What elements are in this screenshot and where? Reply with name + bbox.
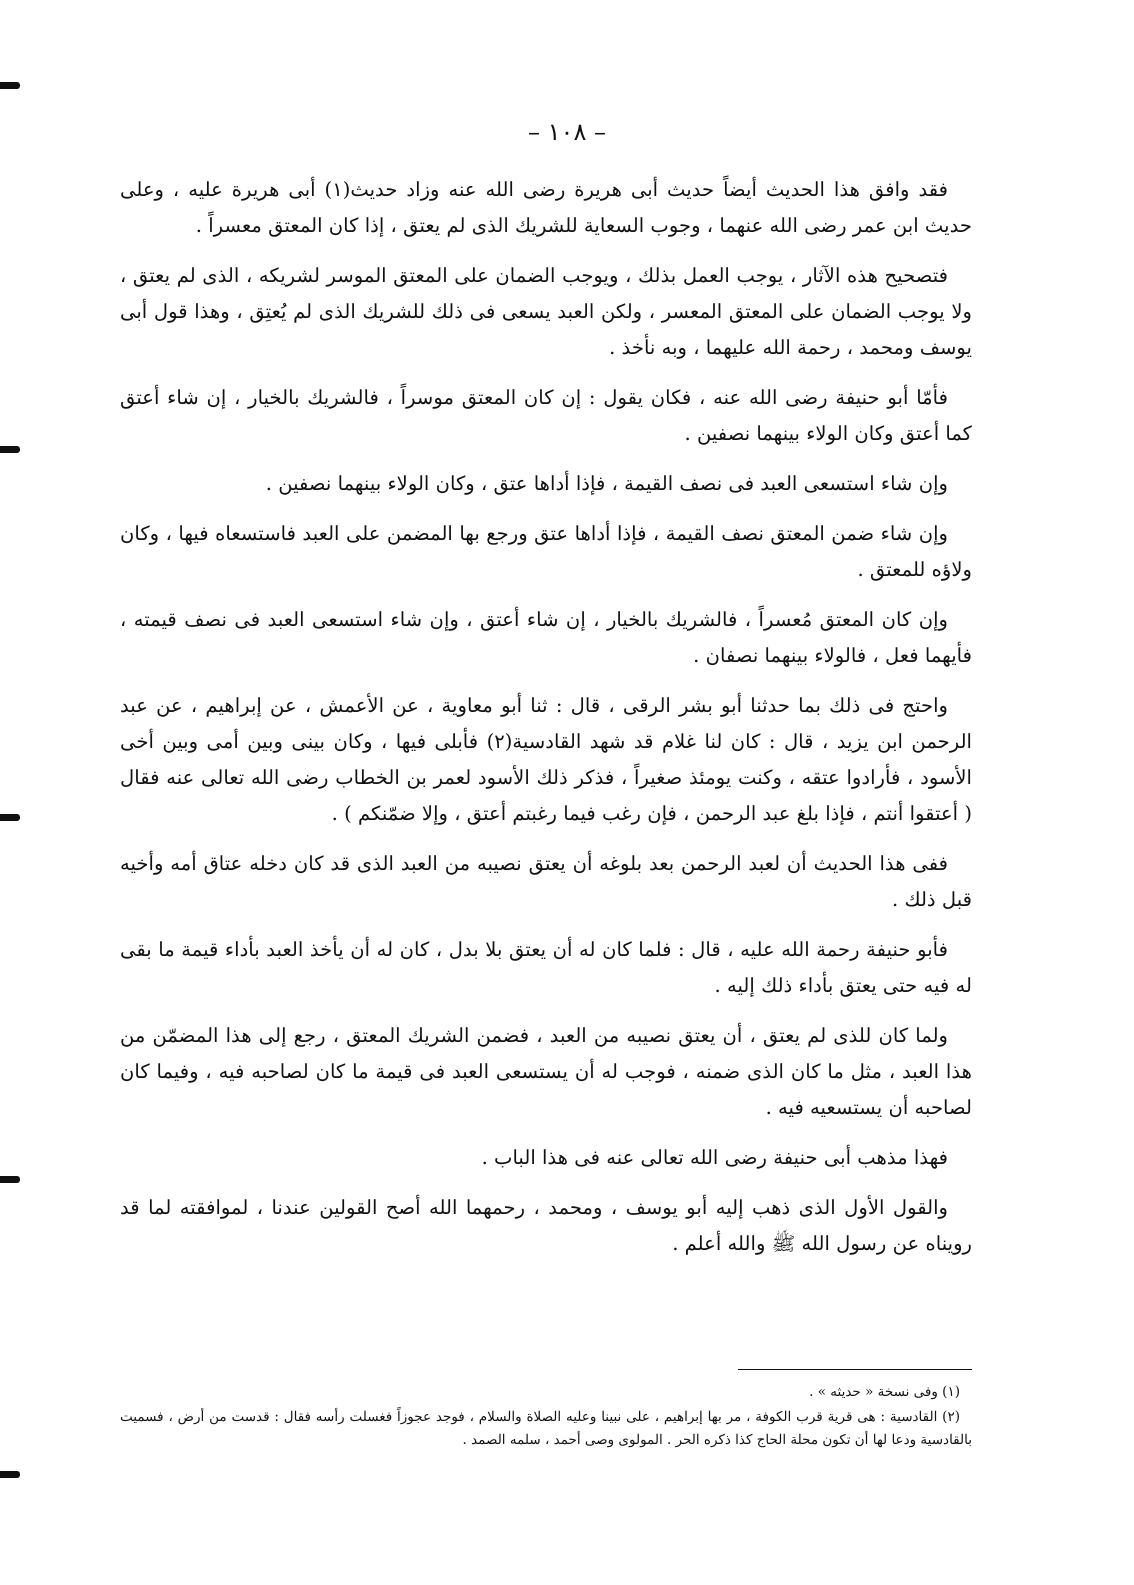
scan-edge-mark (0, 1471, 20, 1478)
paragraph: فقد وافق هذا الحديث أيضاً حديث أبى هريرة رضى الله عنه وزاد حديث(١) أبى هريرة عليه ، وعلى حديث ابن عمر رضى الله عنهما ، وجوب السعاية للشريك الذى لم يعتق ، إذا كان المعتق معسراً . (120, 178, 972, 237)
paragraph: فأمّا أبو حنيفة رضى الله عنه ، فكان يقول : إن كان المعتق موسراً ، فالشريك بالخيار ، إن شاء أعتق كما أعتق وكان الولاء بينهما نصفين . (120, 386, 972, 445)
paragraph: ففى هذا الحديث أن لعبد الرحمن بعد بلوغه أن يعتق نصيبه من العبد الذى قد كان دخله عتاق أمه وأخيه قبل ذلك . (120, 852, 972, 911)
paragraph: وإن كان المعتق مُعسراً ، فالشريك بالخيار ، إن شاء أعتق ، وإن شاء استسعى العبد فى نصف قيمته ، فأيهما فعل ، فالولاء بينهما نصفان . (120, 608, 972, 667)
paragraph: واحتج فى ذلك بما حدثنا أبو بشر الرقى ، قال : ثنا أبو معاوية ، عن الأعمش ، عن إبراهيم ، عن عبد الرحمن ابن يزيد ، قال : كان لنا غلام قد شهد القادسية(٢) فأبلى فيها ، وكان بينى وبين أمى وبين أخى الأسود ، فأرادوا عتقه ، وكنت يومئذ صغيراً ، فذكر ذلك الأسود لعمر بن الخطاب رضى الله تعالى عنه فقال ( أعتقوا أنتم ، فإذا بلغ عبد الرحمن ، فإن رغب فيما رغبتم أعتق ، وإلا ضمّنكم ) . (120, 694, 972, 825)
footnote: (٢) القادسية : هى قرية قرب الكوفة ، مر بها إبراهيم ، على نبينا وعليه الصلاة والسلام ، فوجد عجوزاً فغسلت رأسه فقال : قدست من أرض ، فسميت بالقادسية ودعا لها أن تكون محلة الحاج كذا ذكره الحر . المولوى وصى أحمد ، سلمه الصمد . (120, 1409, 972, 1448)
paragraph: فأبو حنيفة رحمة الله عليه ، قال : فلما كان له أن يعتق بلا بدل ، كان له أن يأخذ العبد بأداء قيمة ما بقى له فيه حتى يعتق بأداء ذلك إليه . (120, 938, 972, 997)
paragraph: فهذا مذهب أبى حنيفة رضى الله تعالى عنه فى هذا الباب . (481, 1146, 948, 1169)
footnotes (120, 1381, 972, 1454)
paragraph: ولما كان للذى لم يعتق ، أن يعتق نصيبه من العبد ، فضمن الشريك المعتق ، رجع إلى هذا المضمّن من هذا العبد ، مثل ما كان الذى ضمنه ، فوجب له أن يستسعى العبد فى قيمة ما كان لصاحبه فيه ، وفيما كان لصاحبه أن يستسعيه فيه . (120, 1024, 972, 1119)
paragraph: وإن شاء استسعى العبد فى نصف القيمة ، فإذا أداها عتق ، وكان الولاء بينهما نصفين . (265, 472, 948, 495)
scan-edge-mark (0, 82, 20, 89)
paragraph: فتصحيح هذه الآثار ، يوجب العمل بذلك ، ويوجب الضمان على المعتق الموسر لشريكه ، الذى لم يعتق ، ولا يوجب الضمان على المعتق المعسر ، ولكن العبد يسعى فى ذلك للشريك الذى لم يُعتِق ، وهذا قول أبى يوسف ومحمد ، رحمة الله عليهما ، وبه نأخذ . (120, 264, 972, 359)
paragraph: والقول الأول الذى ذهب إليه أبو يوسف ، ومحمد ، رحمهما الله أصح القولين عندنا ، لموافقته لما قد رويناه عن رسول الله ﷺ والله أعلم . (120, 1196, 972, 1255)
paragraph: وإن شاء ضمن المعتق نصف القيمة ، فإذا أداها عتق ورجع بها المضمن على العبد فاستسعاه فيها ، وكان ولاؤه للمعتق . (120, 522, 972, 581)
body-text (120, 172, 972, 1276)
scan-edge-mark (0, 446, 20, 453)
scan-edge-mark (0, 1176, 20, 1183)
footnote-divider (738, 1369, 972, 1370)
page-number: – ١٠٨ – (528, 118, 606, 146)
scan-edge-mark (0, 814, 20, 821)
footnote: (١) وفى نسخة « حديثه » . (809, 1384, 960, 1400)
